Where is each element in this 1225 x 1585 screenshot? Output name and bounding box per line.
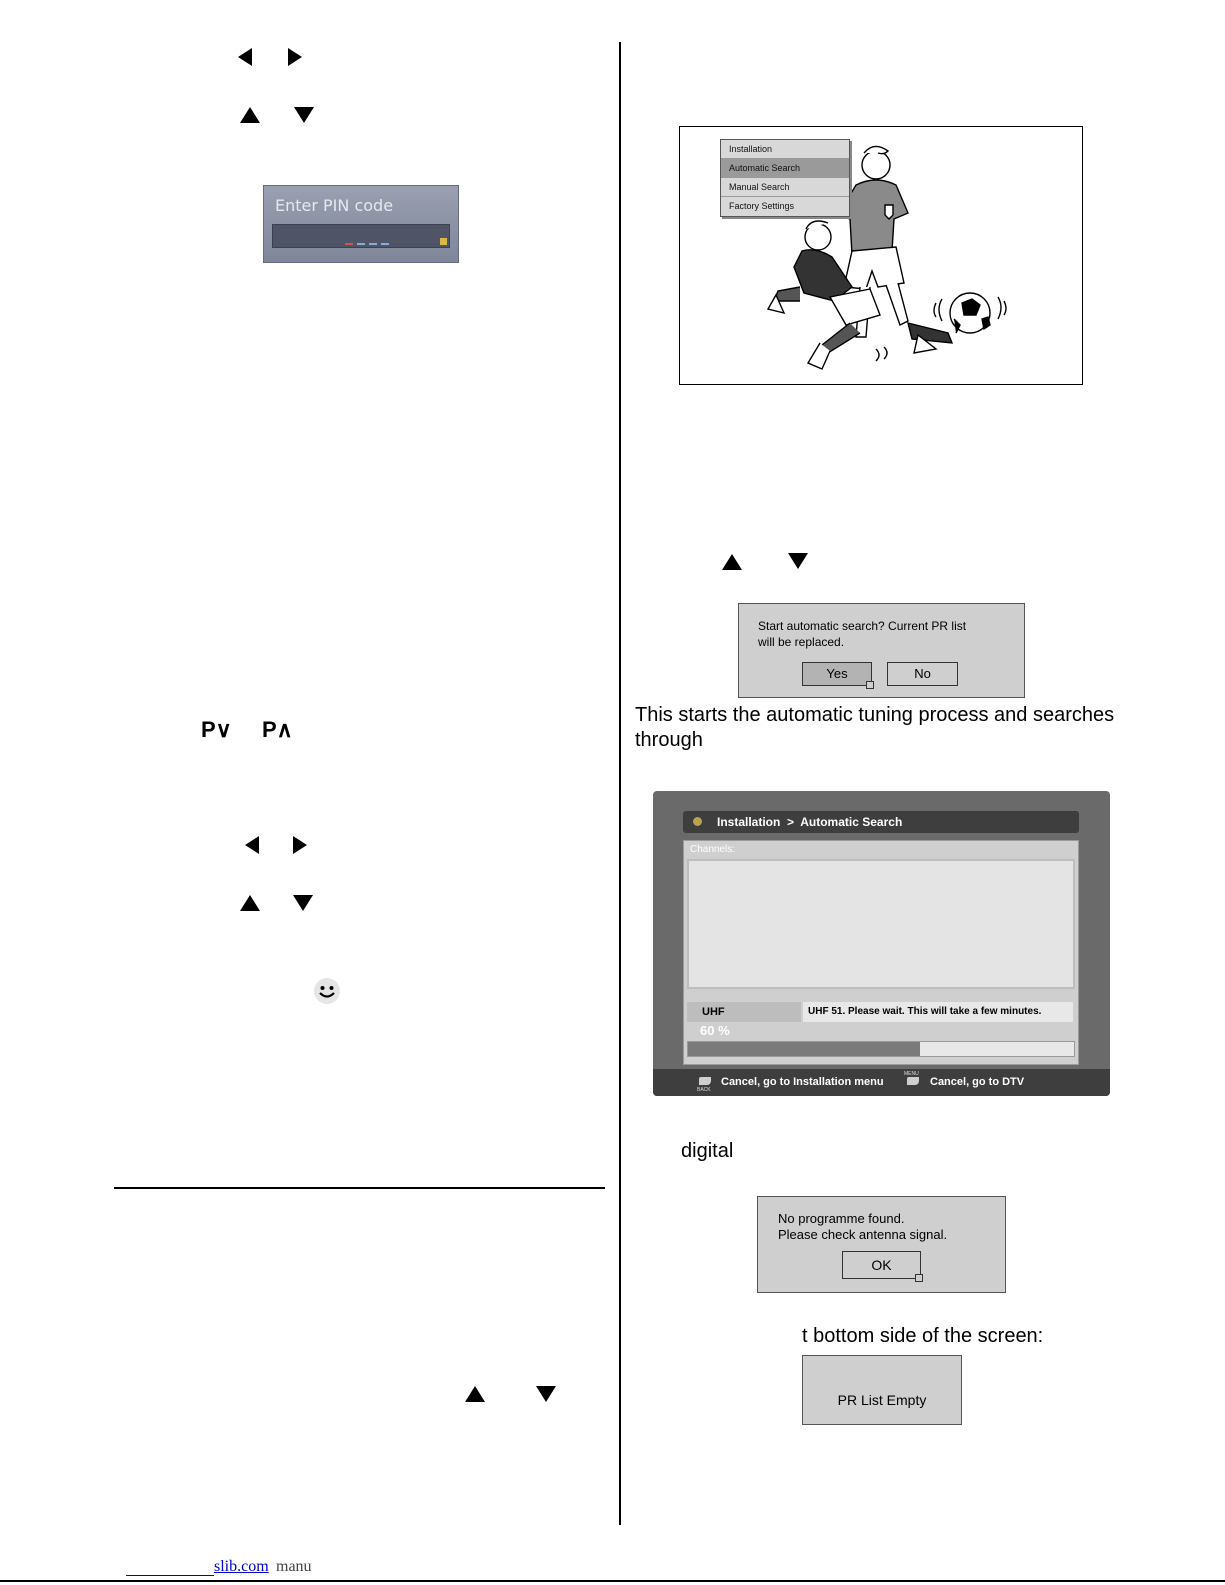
menu-item-factory-settings[interactable]: Factory Settings	[729, 201, 795, 211]
pin-digit	[357, 243, 365, 245]
search-status: UHF 51. Please wait. This will take a few minutes.	[803, 1002, 1073, 1022]
paragraph-line: This starts the automatic tuning process and searches	[635, 704, 1115, 726]
menu-item-manual-search[interactable]: Manual Search	[721, 178, 849, 197]
up-arrow-icon	[722, 554, 742, 570]
breadcrumb	[683, 811, 1079, 833]
footer-link-underline	[126, 1575, 214, 1576]
down-arrow-icon	[536, 1386, 556, 1402]
pin-corner-icon	[440, 238, 447, 245]
installation-illustration	[679, 126, 1083, 385]
confirm-message-line: Start automatic search? Current PR list	[758, 619, 967, 633]
section-rule	[114, 1187, 605, 1189]
ok-button-label: OK	[871, 1257, 892, 1273]
program-down-key: P∨	[201, 717, 232, 742]
cursor-corner-icon	[866, 681, 874, 689]
left-arrow-icon	[245, 836, 259, 854]
channels-list	[687, 859, 1075, 989]
automatic-search-panel	[653, 791, 1110, 1096]
progress-percent: 60 %	[700, 1023, 730, 1038]
cancel-dtv-hint[interactable]: Cancel, go to DTV	[930, 1076, 1025, 1088]
yes-button[interactable]	[802, 662, 872, 686]
menu-item-automatic-search[interactable]: Automatic Search	[721, 159, 849, 178]
down-arrow-icon	[788, 553, 808, 569]
progress-bar	[687, 1041, 1075, 1057]
channels-label: Channels:	[690, 844, 736, 855]
up-arrow-icon	[240, 107, 260, 123]
pr-list-empty-box: PR List Empty	[802, 1355, 962, 1425]
footer-suffix: manu	[276, 1558, 312, 1575]
no-programme-message	[778, 1211, 947, 1243]
cursor-corner-icon	[915, 1274, 923, 1282]
no-button[interactable]: No	[887, 662, 958, 686]
footer-link[interactable]: slib.com	[214, 1558, 269, 1575]
back-key-label: BACK	[697, 1087, 711, 1093]
confirm-message	[758, 618, 998, 650]
menu-key-label: MENU	[904, 1071, 919, 1077]
breadcrumb-text: Installation > Automatic Search	[717, 815, 903, 829]
screen-bottom-text: t bottom side of the screen:	[802, 1325, 1044, 1347]
up-arrow-icon	[465, 1386, 485, 1402]
no-programme-dialog	[757, 1196, 1006, 1293]
installation-menu-title: Installation	[721, 140, 849, 159]
confirm-search-dialog	[738, 603, 1025, 698]
program-up-key: P∧	[262, 717, 293, 742]
pin-code-title: Enter PIN code	[275, 196, 394, 215]
search-body	[683, 840, 1079, 1065]
right-arrow-icon	[288, 48, 302, 66]
band-label: UHF	[687, 1002, 801, 1022]
pin-digit	[381, 243, 389, 245]
cancel-installation-hint[interactable]: Cancel, go to Installation menu	[721, 1076, 884, 1088]
installation-icon	[693, 817, 702, 826]
up-arrow-icon	[240, 895, 260, 911]
pin-code-field[interactable]	[272, 224, 450, 248]
left-arrow-icon	[238, 48, 252, 66]
right-arrow-icon	[293, 836, 307, 854]
back-key-icon	[699, 1077, 711, 1085]
no-programme-line: No programme found.	[778, 1211, 905, 1226]
down-arrow-icon	[293, 895, 313, 911]
confirm-message-line: will be replaced.	[758, 635, 845, 649]
pin-digit	[345, 243, 353, 245]
bottom-rule	[0, 1580, 1225, 1582]
no-programme-line: Please check antenna signal.	[778, 1227, 948, 1242]
ok-button[interactable]	[842, 1251, 921, 1279]
column-divider	[619, 42, 621, 1525]
search-footer	[653, 1069, 1110, 1096]
tuning-paragraph	[635, 703, 1114, 753]
smiley-icon	[313, 977, 341, 1005]
pin-digit	[369, 243, 377, 245]
yes-button-label: Yes	[826, 666, 848, 681]
progress-fill	[688, 1042, 920, 1056]
pin-code-box	[263, 185, 459, 263]
menu-key-icon	[907, 1077, 919, 1085]
installation-menu	[720, 139, 850, 217]
down-arrow-icon	[294, 107, 314, 123]
paragraph-line: through	[635, 729, 703, 751]
digital-text: digital	[681, 1140, 734, 1162]
